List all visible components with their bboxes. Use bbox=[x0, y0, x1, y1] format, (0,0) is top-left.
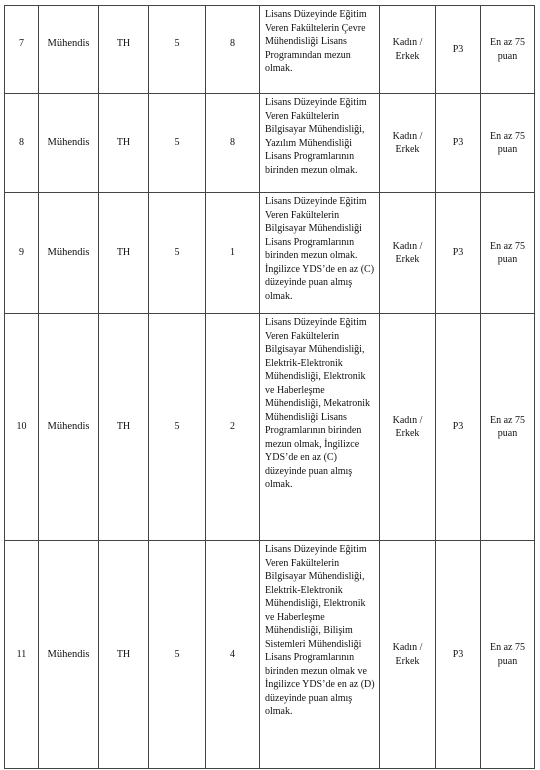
table-row bbox=[5, 541, 535, 769]
table-row bbox=[5, 314, 535, 541]
score-type: P3 bbox=[436, 94, 481, 193]
position-count: 8 bbox=[206, 94, 260, 193]
row-number: 8 bbox=[5, 94, 39, 193]
kpss-code: 5 bbox=[149, 94, 206, 193]
position-title: Mühendis bbox=[39, 94, 99, 193]
score-type: P3 bbox=[436, 314, 481, 541]
gender: Kadın / Erkek bbox=[380, 6, 436, 94]
position-count: 4 bbox=[206, 541, 260, 769]
kpss-code: 5 bbox=[149, 314, 206, 541]
score-type: P3 bbox=[436, 193, 481, 314]
requirements-text: Lisans Düzeyinde Eğitim Veren Fakültelerin Bilgisayar Mühendisliği, Yazılım Mühendisliği Lisans Programlarının birinden mezun olmak. bbox=[260, 94, 380, 193]
kpss-code: 5 bbox=[149, 193, 206, 314]
position-count: 8 bbox=[206, 6, 260, 94]
gender: Kadın / Erkek bbox=[380, 541, 436, 769]
kpss-code: 5 bbox=[149, 541, 206, 769]
row-number: 9 bbox=[5, 193, 39, 314]
position-title: Mühendis bbox=[39, 314, 99, 541]
table-row bbox=[5, 6, 535, 94]
requirements-text: Lisans Düzeyinde Eğitim Veren Fakültelerin Çevre Mühendisliği Lisans Programından mezun olmak. bbox=[260, 6, 380, 94]
education-level: TH bbox=[99, 94, 149, 193]
education-level: TH bbox=[99, 6, 149, 94]
score-type: P3 bbox=[436, 6, 481, 94]
min-score: En az 75 puan bbox=[481, 541, 535, 769]
min-score: En az 75 puan bbox=[481, 6, 535, 94]
kpss-code: 5 bbox=[149, 6, 206, 94]
row-number: 10 bbox=[5, 314, 39, 541]
education-level: TH bbox=[99, 314, 149, 541]
position-count: 1 bbox=[206, 193, 260, 314]
position-title: Mühendis bbox=[39, 6, 99, 94]
position-count: 2 bbox=[206, 314, 260, 541]
score-type: P3 bbox=[436, 541, 481, 769]
position-table-wrapper bbox=[4, 5, 535, 769]
min-score: En az 75 puan bbox=[481, 193, 535, 314]
min-score: En az 75 puan bbox=[481, 94, 535, 193]
position-title: Mühendis bbox=[39, 541, 99, 769]
table-row bbox=[5, 193, 535, 314]
position-table bbox=[4, 5, 535, 769]
row-number: 11 bbox=[5, 541, 39, 769]
gender: Kadın / Erkek bbox=[380, 314, 436, 541]
requirements-text: Lisans Düzeyinde Eğitim Veren Fakültelerin Bilgisayar Mühendisliği Lisans Programlarının birinden mezun olmak. İngilizce YDS’de en az (C) düzeyinde puan almış olmak. bbox=[260, 193, 380, 314]
position-title: Mühendis bbox=[39, 193, 99, 314]
gender: Kadın / Erkek bbox=[380, 94, 436, 193]
row-number: 7 bbox=[5, 6, 39, 94]
requirements-text: Lisans Düzeyinde Eğitim Veren Fakültelerin Bilgisayar Mühendisliği, Elektrik-Elektronik Mühendisliği, Elektronik ve Haberleşme Mühendisliği, Mekatronik Mühendisliği Lisans Programlarının birinden mezun olmak, İngilizce YDS’de en az (C) düzeyinde puan almış olmak. bbox=[260, 314, 380, 541]
table-row bbox=[5, 94, 535, 193]
education-level: TH bbox=[99, 193, 149, 314]
requirements-text: Lisans Düzeyinde Eğitim Veren Fakültelerin Bilgisayar Mühendisliği, Elektrik-Elektronik Mühendisliği, Elektronik ve Haberleşme Mühendisliği, Bilişim Sistemleri Mühendisliği Lisans Programlarının birinden mezun olmak ve İngilizce YDS’de en az (D) düzeyinde puan almış olmak. bbox=[260, 541, 380, 769]
min-score: En az 75 puan bbox=[481, 314, 535, 541]
gender: Kadın / Erkek bbox=[380, 193, 436, 314]
education-level: TH bbox=[99, 541, 149, 769]
